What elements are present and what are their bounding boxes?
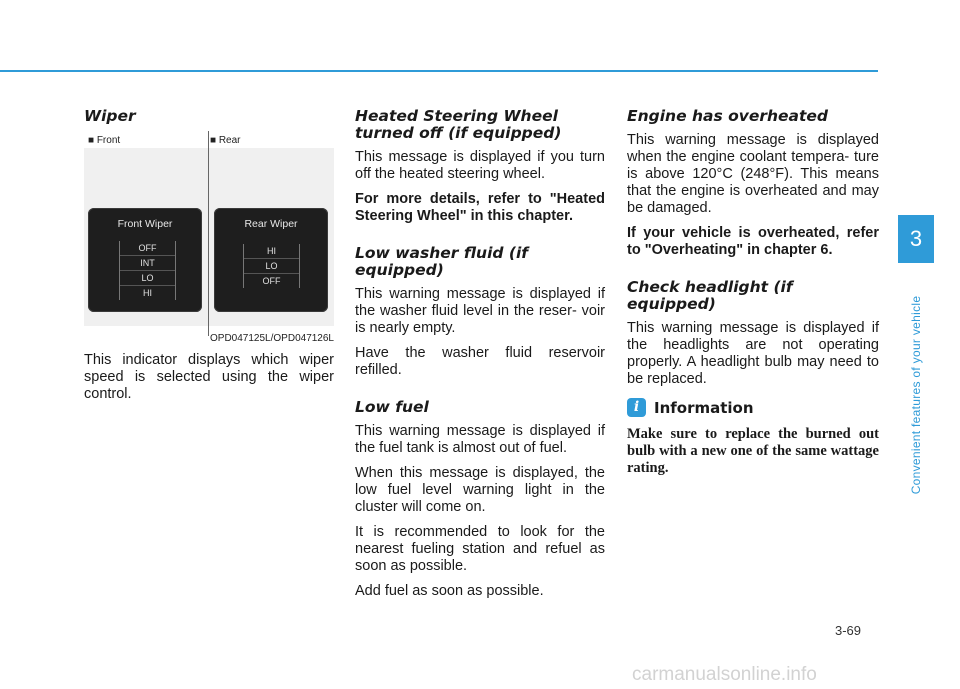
figure-label-rear: ■ Rear — [210, 135, 241, 146]
front-wiper-item: LO — [120, 271, 175, 286]
low-washer-action: Have the washer fluid reservoir refilled. — [355, 345, 605, 378]
engine-overheated-text: This warning message is displayed when the engine coolant tempera- ture is above 120°C (248°F). This means that the engine is overheated and may be damaged. — [627, 132, 879, 216]
heading-wiper: Wiper — [84, 107, 136, 125]
heading-engine-overheated: Engine has overheated — [627, 107, 829, 125]
column-messages — [355, 108, 605, 608]
low-fuel-light-text: When this message is displayed, the low fuel level warning light in the cluster will come on. — [355, 465, 605, 515]
rear-wiper-item: HI — [244, 244, 299, 259]
header-rule — [0, 70, 878, 72]
heading-low-fuel: Low fuel — [355, 398, 429, 416]
low-fuel-action: Add fuel as soon as possible. — [355, 583, 544, 599]
front-wiper-panel — [88, 208, 202, 312]
heading-heated-steering: Heated Steering Wheel turned off (if equipped) — [355, 107, 562, 142]
wiper-figure — [84, 129, 334, 344]
column-warnings — [627, 108, 879, 485]
wiper-description: This indicator displays which wiper speed is selected using the wiper control. — [84, 352, 334, 402]
chapter-tab: 3 — [898, 215, 934, 263]
heading-low-washer: Low washer fluid (if equipped) — [355, 244, 529, 279]
front-wiper-title: Front Wiper — [117, 218, 173, 230]
heading-check-headlight: Check headlight (if equipped) — [627, 278, 793, 313]
information-title: Information — [654, 398, 754, 417]
figure-divider — [208, 131, 209, 336]
low-fuel-text: This warning message is displayed if the fuel tank is almost out of fuel. — [355, 423, 605, 456]
column-wiper — [84, 108, 334, 411]
rear-wiper-selector — [243, 244, 300, 288]
front-wiper-item: INT — [120, 256, 175, 271]
front-wiper-selector — [119, 241, 176, 300]
heated-steering-text: This message is displayed if you turn off the heated steering wheel. — [355, 149, 605, 182]
information-header — [627, 398, 879, 417]
low-fuel-recommendation: It is recommended to look for the nearest fueling station and refuel as soon as possible. — [355, 524, 605, 574]
figure-label-front: ■ Front — [88, 135, 121, 146]
information-text: Make sure to replace the burned out bulb with a new one of the same wattage rating. — [627, 426, 879, 476]
watermark: carmanualsonline.info — [632, 664, 817, 685]
rear-wiper-title: Rear Wiper — [244, 218, 298, 230]
low-washer-text: This warning message is displayed if the washer fluid level in the reser- voir is nearly empty. — [355, 286, 605, 336]
front-wiper-item: HI — [143, 288, 152, 298]
rear-wiper-item: LO — [244, 259, 299, 274]
check-headlight-text: This warning message is displayed if the headlights are not operating properly. A headlight bulb may need to be replaced. — [627, 320, 879, 387]
rear-wiper-panel — [214, 208, 328, 312]
info-icon: i — [627, 398, 646, 417]
chapter-title: Convenient features of your vehicle — [909, 295, 923, 495]
engine-overheated-reference: If your vehicle is overheated, refer to "Overheating" in chapter 6. — [627, 225, 879, 258]
figure-code: OPD047125L/OPD047126L — [210, 333, 334, 344]
front-wiper-item: OFF — [120, 241, 175, 256]
rear-wiper-item: OFF — [262, 276, 281, 286]
page-number: 3-69 — [835, 623, 862, 638]
heated-steering-reference: For more details, refer to "Heated Steering Wheel" in this chapter. — [355, 191, 605, 224]
